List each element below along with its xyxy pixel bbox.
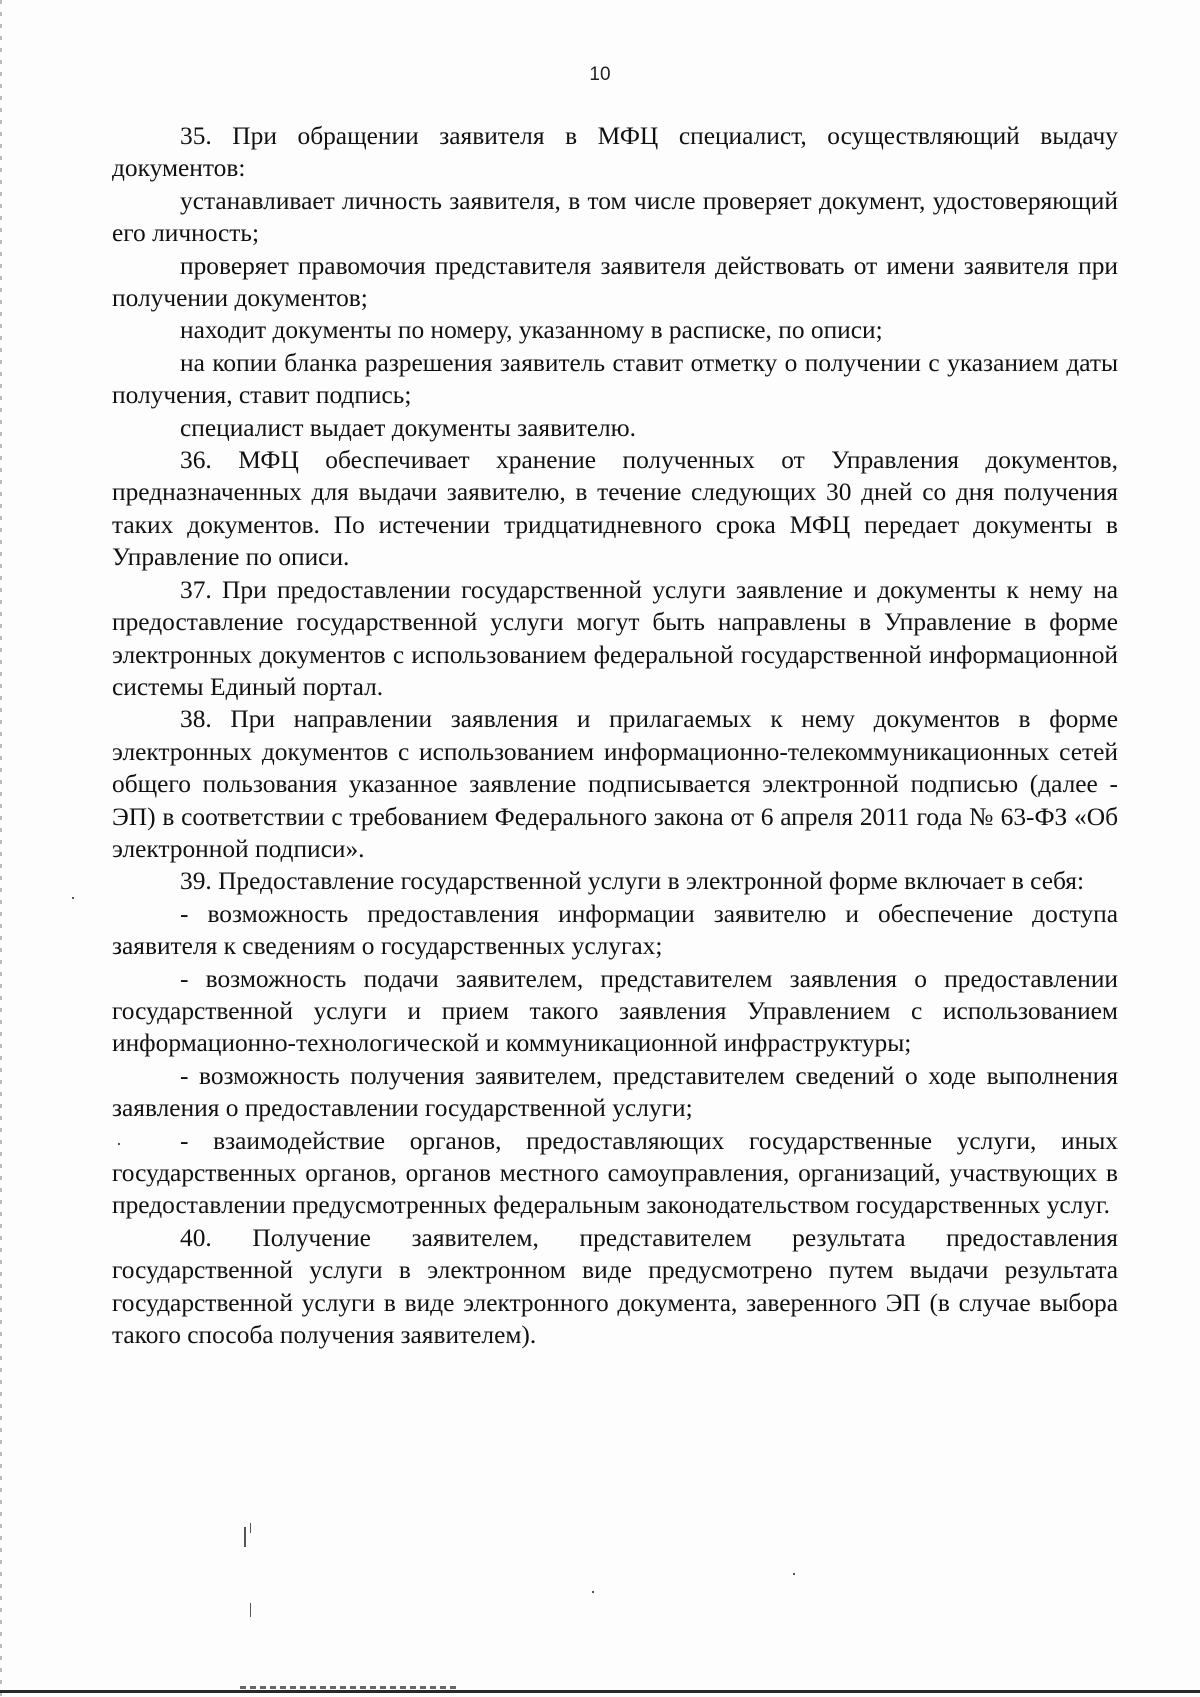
page-number: 10 [589, 64, 611, 85]
scan-bottom-edge [0, 1690, 1200, 1693]
paragraph-38: 38. При направлении заявления и прилагаемых к нему документов в форме электронных документов с использованием информационно-телекоммуникационных сетей общего пользования указанное заявление подписывается электронной подписью (далее - ЭП) в соответствии с требованием Федерального закона от 6 апреля 2011 года № 63-ФЗ «Об электронной подписи». [112, 705, 1118, 863]
scan-artifact-dot [72, 897, 74, 899]
paragraph-39-intro: 39. Предоставление государственной услуги в электронной форме включает в себя: [180, 867, 1085, 896]
paragraph-35-item-find-documents: находит документы по номеру, указанному в расписке, по описи; [180, 316, 883, 345]
paragraph-39-item-status: - возможность получения заявителем, представителем сведений о ходе выполнения заявления о предоставлении государственной услуги; [112, 1061, 1118, 1123]
scan-artifact-dot [592, 1591, 594, 1593]
document-body [112, 120, 1118, 1351]
paragraph-35-item-identity: устанавливает личность заявителя, в том числе проверяет документ, удостоверяющий его личность; [112, 186, 1118, 248]
scan-artifact-dot [793, 1573, 795, 1575]
paragraph-35-item-issue: специалист выдает документы заявителю. [180, 413, 637, 442]
scan-artifact-mark [250, 1603, 251, 1617]
paragraph-39-item-information: - возможность предоставления информации заявителю и обеспечение доступа заявителя к сведениям о государственных услугах; [112, 899, 1118, 961]
paragraph-35-intro: 35. При обращении заявителя в МФЦ специалист, осуществляющий выдачу документов: [112, 122, 1118, 183]
scan-bottom-smudge [240, 1686, 460, 1689]
paragraph-40: 40. Получение заявителем, представителем результата предоставления государственной услуги в электронном виде предусмотрено путем выдачи результата государственной услуги в виде электронного документа, заверенного ЭП (в случае выбора такого способа получения заявителем). [112, 1223, 1118, 1350]
scan-artifact-dot [118, 1143, 120, 1145]
paragraph-36: 36. МФЦ обеспечивает хранение полученных от Управления документов, предназначенных для выдачи заявителю, в течение следующих 30 дней со дня получения таких документов. По истечении тридцатидневного срока МФЦ передает документы в Управление по описи. [112, 446, 1118, 572]
scan-artifact-mark [244, 1527, 246, 1547]
paragraph-37: 37. При предоставлении государственной услуги заявление и документы к нему на предоставление государственной услуги могут быть направлены в Управление в форме электронных документов с использованием федеральной государственной информационной системы Единый портал. [112, 575, 1118, 701]
paragraph-39-item-interaction: - взаимодействие органов, предоставляющих государственные услуги, иных государственных органов, органов местного самоуправления, организаций, участвующих в предоставлении предусмотренных федеральным законодательством государственных услуг. [112, 1126, 1118, 1220]
paragraph-35-item-signature: на копии бланка разрешения заявитель ставит отметку о получении с указанием даты получения, ставит подпись; [112, 348, 1118, 410]
paragraph-39-item-submission: - возможность подачи заявителем, представителем заявления о предоставлении государственной услуги и прием такого заявления Управлением с использованием информационно-технологической и коммуникационной инфраструктуры; [112, 964, 1118, 1058]
paragraph-35-item-authority: проверяет правомочия представителя заявителя действовать от имени заявителя при получении документов; [112, 251, 1118, 313]
scan-left-edge [0, 0, 2, 1697]
scan-artifact-mark [250, 1523, 251, 1533]
